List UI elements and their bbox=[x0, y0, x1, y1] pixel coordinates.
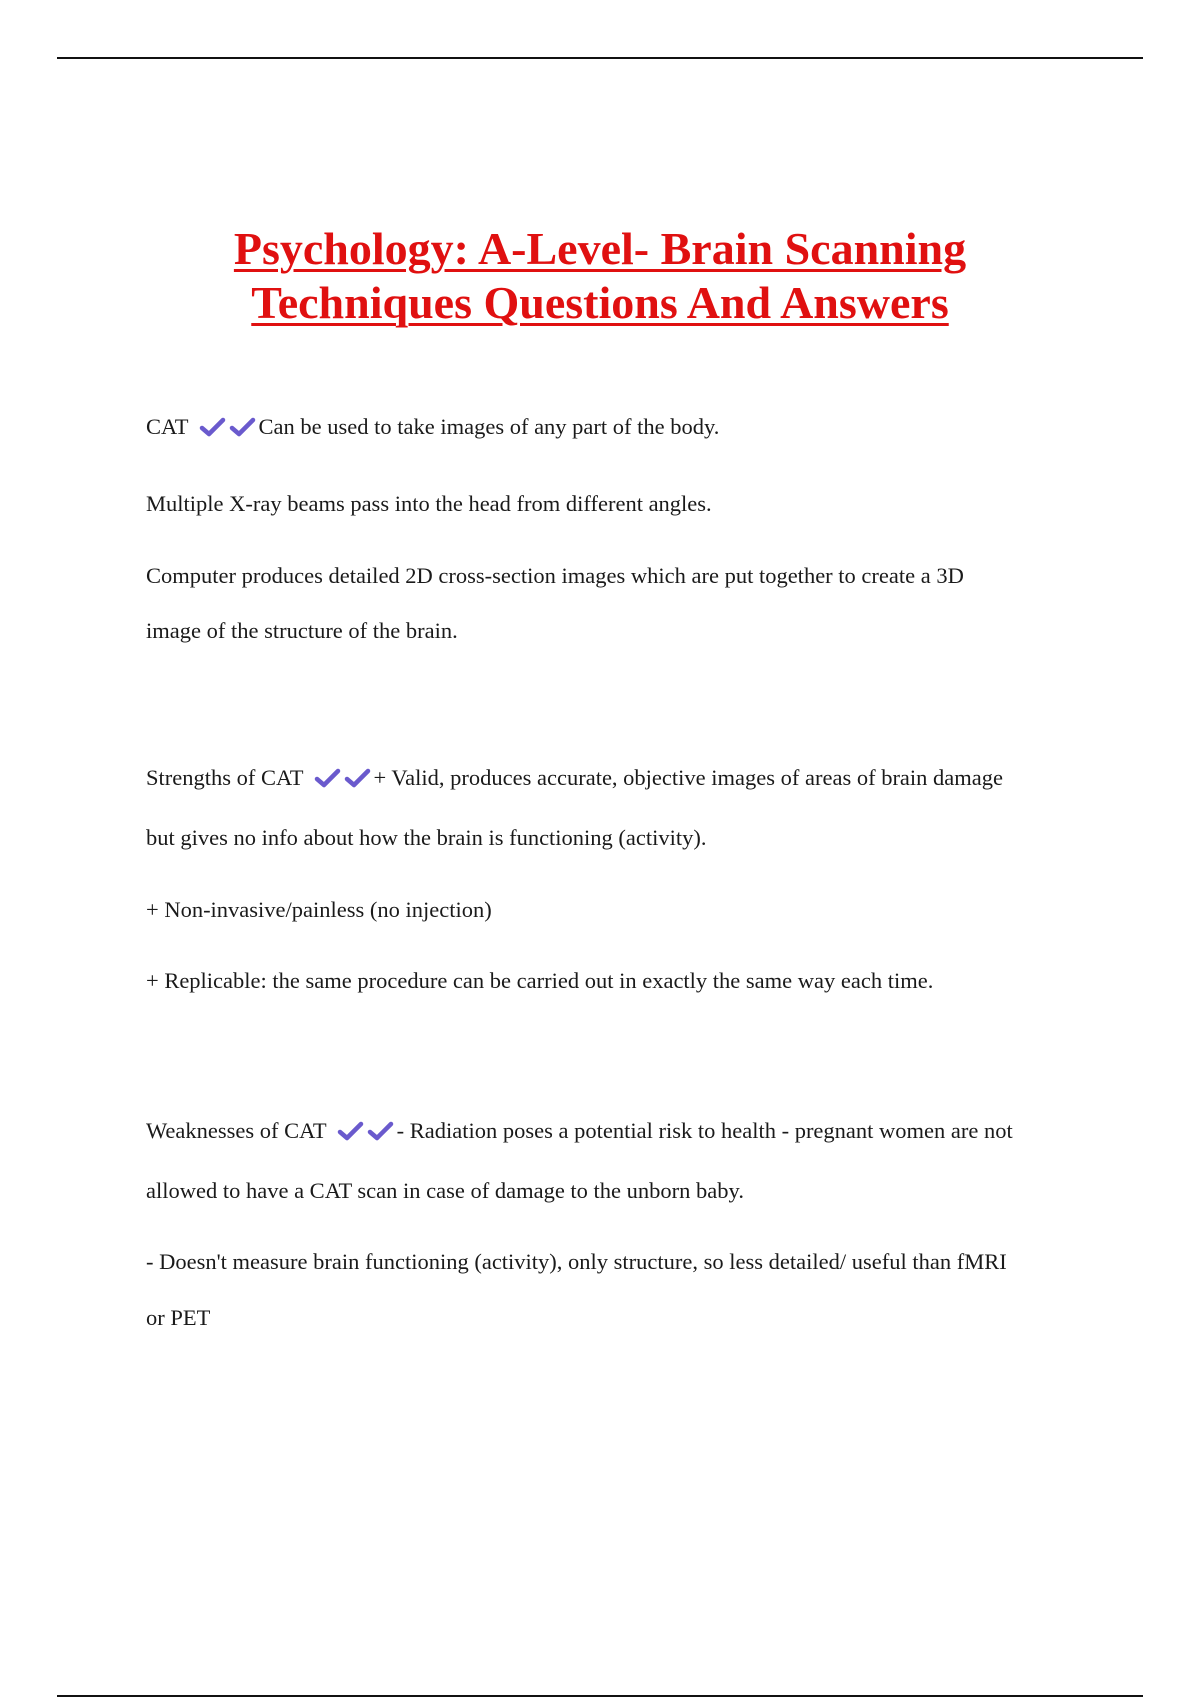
check-icon bbox=[229, 416, 256, 438]
answer-line: + Replicable: the same procedure can be carried out in exactly the same way each time. bbox=[146, 968, 934, 993]
check-icon bbox=[337, 1120, 364, 1142]
check-icon bbox=[199, 416, 226, 438]
answer-line: - Radiation poses a potential risk to health - pregnant women are not bbox=[396, 1118, 1013, 1143]
check-icon bbox=[367, 1120, 394, 1142]
answer-line: + Non-invasive/painless (no injection) bbox=[146, 897, 492, 922]
answer-line: + Valid, produces accurate, objective images of areas of brain damage bbox=[373, 765, 1004, 790]
title-line-2: Techniques Questions And Answers bbox=[251, 277, 949, 328]
check-icon bbox=[314, 767, 341, 789]
answer-line: or PET bbox=[146, 1305, 211, 1330]
answer-line: image of the structure of the brain. bbox=[146, 618, 458, 643]
answer-line: but gives no info about how the brain is functioning (activity). bbox=[146, 825, 707, 850]
header-rule bbox=[57, 57, 1143, 59]
document-title bbox=[0, 222, 1200, 330]
question-label: CAT bbox=[146, 414, 189, 439]
question-label: Strengths of CAT bbox=[146, 765, 304, 790]
qa-item-strengths bbox=[146, 763, 1106, 793]
answer-line: Can be used to take images of any part of the body. bbox=[258, 414, 720, 439]
answer-line: - Doesn't measure brain functioning (activity), only structure, so less detailed/ useful than fMRI bbox=[146, 1249, 1007, 1274]
title-line-1: Psychology: A-Level- Brain Scanning bbox=[233, 223, 967, 274]
footer-rule bbox=[57, 1695, 1143, 1697]
answer-line: Computer produces detailed 2D cross-section images which are put together to create a 3D bbox=[146, 563, 964, 588]
question-label: Weaknesses of CAT bbox=[146, 1118, 327, 1143]
qa-item-cat bbox=[146, 412, 1106, 442]
answer-line: Multiple X-ray beams pass into the head from different angles. bbox=[146, 491, 712, 516]
check-icon bbox=[344, 767, 371, 789]
qa-item-weaknesses bbox=[146, 1116, 1106, 1146]
answer-line: allowed to have a CAT scan in case of damage to the unborn baby. bbox=[146, 1178, 744, 1203]
